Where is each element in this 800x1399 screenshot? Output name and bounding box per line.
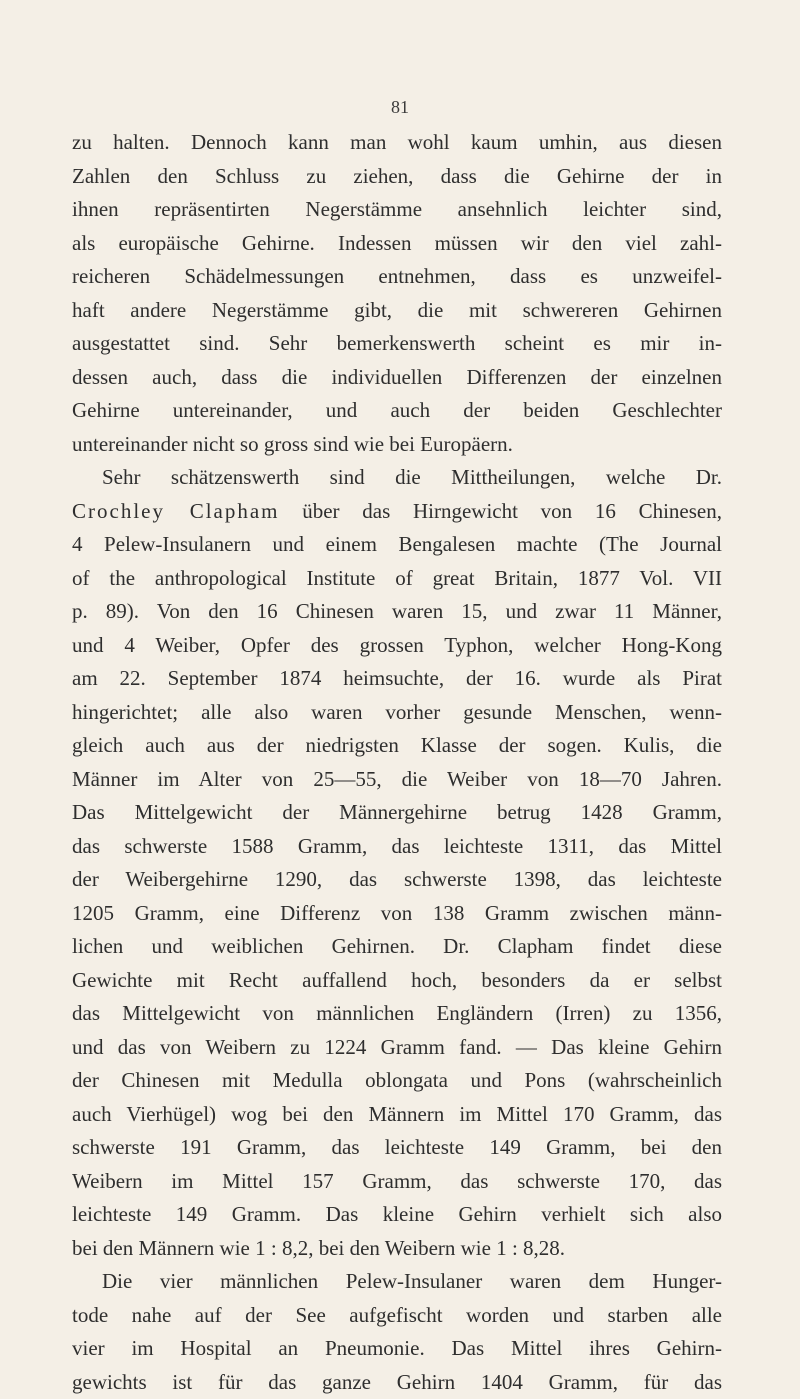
text-line: auch Vierhügel) wog bei den Männern im Mittel 170 Gramm, das	[72, 1098, 722, 1132]
text-line: tode nahe auf der See aufgefischt worden und starben alle	[72, 1299, 722, 1333]
text-line: p. 89). Von den 16 Chinesen waren 15, und zwar 11 Männer,	[72, 595, 722, 629]
text-line: das Mittelgewicht von männlichen Engländern (Irren) zu 1356,	[72, 997, 722, 1031]
text-line: Gehirne untereinander, und auch der beiden Geschlechter	[72, 394, 722, 428]
text-line: schwerste 191 Gramm, das leichteste 149 Gramm, bei den	[72, 1131, 722, 1165]
text-line: gewichts ist für das ganze Gehirn 1404 Gramm, für das	[72, 1366, 722, 1399]
text-line: 1205 Gramm, eine Differenz von 138 Gramm zwischen männ-	[72, 897, 722, 931]
text-line: ausgestattet sind. Sehr bemerkenswerth scheint es mir in-	[72, 327, 722, 361]
body-text	[72, 126, 722, 1399]
text-line: vier im Hospital an Pneumonie. Das Mittel ihres Gehirn-	[72, 1332, 722, 1366]
text-line: das schwerste 1588 Gramm, das leichteste 1311, das Mittel	[72, 830, 722, 864]
text-line: reicheren Schädelmessungen entnehmen, dass es unzweifel-	[72, 260, 722, 294]
text-line: Sehr schätzenswerth sind die Mittheilungen, welche Dr.	[72, 461, 722, 495]
text-line: leichteste 149 Gramm. Das kleine Gehirn verhielt sich also	[72, 1198, 722, 1232]
text-line: am 22. September 1874 heimsuchte, der 16. wurde als Pirat	[72, 662, 722, 696]
text-line: untereinander nicht so gross sind wie bei Europäern.	[72, 428, 722, 462]
text-line: als europäische Gehirne. Indessen müssen wir den viel zahl-	[72, 227, 722, 261]
text-line	[72, 495, 722, 529]
text-line: dessen auch, dass die individuellen Differenzen der einzelnen	[72, 361, 722, 395]
text-line: bei den Männern wie 1 : 8,2, bei den Weibern wie 1 : 8,28.	[72, 1232, 722, 1266]
text-line: zu halten. Dennoch kann man wohl kaum umhin, aus diesen	[72, 126, 722, 160]
text-line: lichen und weiblichen Gehirnen. Dr. Clapham findet diese	[72, 930, 722, 964]
text-line: der Chinesen mit Medulla oblongata und Pons (wahrscheinlich	[72, 1064, 722, 1098]
text-line: of the anthropological Institute of great Britain, 1877 Vol. VII	[72, 562, 722, 596]
text-line: und das von Weibern zu 1224 Gramm fand. — Das kleine Gehirn	[72, 1031, 722, 1065]
text-line: ihnen repräsentirten Negerstämme ansehnlich leichter sind,	[72, 193, 722, 227]
text-line: der Weibergehirne 1290, das schwerste 1398, das leichteste	[72, 863, 722, 897]
text-line: und 4 Weiber, Opfer des grossen Typhon, welcher Hong-Kong	[72, 629, 722, 663]
text-line: haft andere Negerstämme gibt, die mit schwereren Gehirnen	[72, 294, 722, 328]
text-line: Zahlen den Schluss zu ziehen, dass die Gehirne der in	[72, 160, 722, 194]
text-line: Gewichte mit Recht auffallend hoch, besonders da er selbst	[72, 964, 722, 998]
author-name: Crochley Clapham	[72, 499, 280, 523]
text-line: Die vier männlichen Pelew-Insulaner waren dem Hunger-	[72, 1265, 722, 1299]
text-line: 4 Pelew-Insulanern und einem Bengalesen machte (The Journal	[72, 528, 722, 562]
text-line-rest: über das Hirngewicht von 16 Chinesen,	[280, 499, 722, 523]
text-line: hingerichtet; alle also waren vorher gesunde Menschen, wenn-	[72, 696, 722, 730]
page-number: 81	[0, 97, 800, 118]
text-line: Das Mittelgewicht der Männergehirne betrug 1428 Gramm,	[72, 796, 722, 830]
text-line: Weibern im Mittel 157 Gramm, das schwerste 170, das	[72, 1165, 722, 1199]
text-line: Männer im Alter von 25—55, die Weiber von 18—70 Jahren.	[72, 763, 722, 797]
text-line: gleich auch aus der niedrigsten Klasse der sogen. Kulis, die	[72, 729, 722, 763]
